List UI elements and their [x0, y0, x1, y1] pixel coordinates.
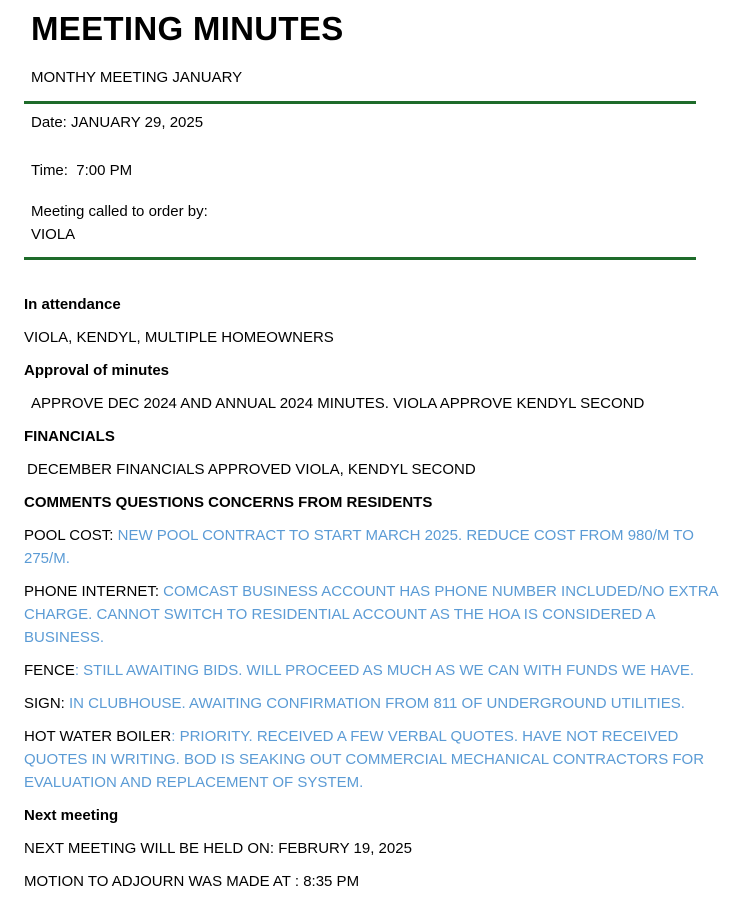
- comment-label: POOL COST:: [24, 527, 114, 544]
- order-label: Meeting called to order by:: [31, 203, 208, 220]
- attendance-heading: In attendance: [24, 296, 121, 313]
- next-meeting-text: NEXT MEETING WILL BE HELD ON: FEBRURY 19, 2025: [24, 840, 412, 857]
- order-value: VIOLA: [31, 226, 76, 243]
- comment-label: HOT WATER BOILER: [24, 728, 172, 745]
- comment-item-pool: [24, 524, 724, 570]
- meeting-subtitle: MONTHY MEETING JANUARY: [31, 69, 243, 86]
- comment-label: FENCE: [24, 662, 75, 679]
- comment-label: PHONE INTERNET:: [24, 583, 160, 600]
- comment-item-boiler: [24, 725, 724, 794]
- time-label: Time:: [31, 162, 68, 179]
- page-title: MEETING MINUTES: [31, 10, 344, 47]
- meeting-date: [31, 111, 203, 134]
- adjourn-text: MOTION TO ADJOURN WAS MADE AT : 8:35 PM: [24, 873, 360, 890]
- date-value: JANUARY 29, 2025: [71, 114, 204, 131]
- bottom-divider: [24, 257, 696, 260]
- financials-heading: FINANCIALS: [24, 428, 115, 445]
- time-value: 7:00 PM: [76, 162, 133, 179]
- comment-item-phone: [24, 580, 724, 649]
- attendance-text: VIOLA, KENDYL, MULTIPLE HOMEOWNERS: [24, 329, 334, 346]
- comment-text: NEW POOL CONTRACT TO START MARCH 2025. REDUCE COST FROM 980/M TO 275/M.: [24, 527, 694, 567]
- comment-text: COMCAST BUSINESS ACCOUNT HAS PHONE NUMBER INCLUDED/NO EXTRA CHARGE. CANNOT SWITCH TO RESIDENTIAL ACCOUNT AS THE HOA IS CONSIDERED A BUSINESS.: [24, 583, 718, 646]
- comment-label: SIGN:: [24, 695, 65, 712]
- meeting-time: [31, 159, 132, 182]
- comment-text: IN CLUBHOUSE. AWAITING CONFIRMATION FROM 811 OF UNDERGROUND UTILITIES.: [64, 695, 685, 712]
- next-meeting-heading: Next meeting: [24, 807, 119, 824]
- comments-heading: COMMENTS QUESTIONS CONCERNS FROM RESIDENTS: [24, 494, 433, 511]
- financials-text: DECEMBER FINANCIALS APPROVED VIOLA, KENDYL SECOND: [27, 461, 476, 478]
- comment-text: : STILL AWAITING BIDS. WILL PROCEED AS MUCH AS WE CAN WITH FUNDS WE HAVE.: [74, 662, 695, 679]
- comment-item-fence: [24, 659, 724, 682]
- minutes-body: [24, 293, 724, 893]
- comment-item-sign: [24, 692, 724, 715]
- approval-text: APPROVE DEC 2024 AND ANNUAL 2024 MINUTES. VIOLA APPROVE KENDYL SECOND: [31, 395, 645, 412]
- date-label: Date:: [31, 114, 67, 131]
- comment-text: : PRIORITY. RECEIVED A FEW VERBAL QUOTES. HAVE NOT RECEIVED QUOTES IN WRITING. BOD IS SEAKING OUT COMMERCIAL MECHANICAL CONTRACTORS FOR EVALUATION AND REPLACEMENT OF SYSTEM.: [24, 728, 705, 791]
- approval-heading: Approval of minutes: [24, 362, 170, 379]
- called-to-order: [31, 200, 208, 246]
- top-divider: [24, 101, 696, 104]
